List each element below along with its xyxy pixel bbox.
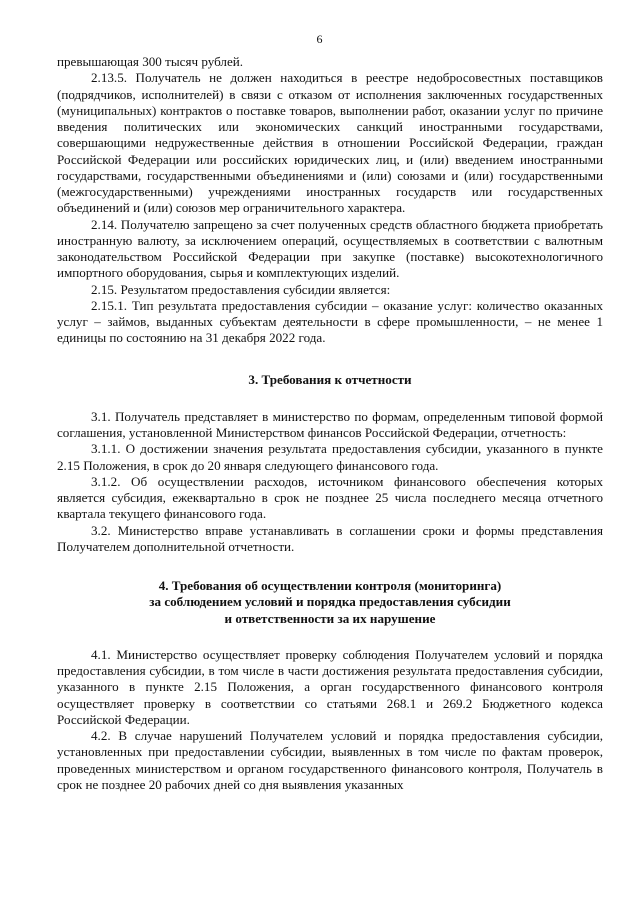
section-4-heading	[57, 578, 603, 627]
paragraph-2-15: 2.15. Результатом предоставления субсидии является:	[91, 281, 391, 297]
paragraph-3-1-2: 3.1.2. Об осуществлении расходов, источником финансового обеспечения которых является субсидия, ежеквартально в срок не позднее 25 числа последнего месяца отчетного квартала текущего финансового года.	[57, 473, 603, 522]
section-3-heading: 3. Требования к отчетности	[248, 371, 412, 387]
paragraph-2-13-5: 2.13.5. Получатель не должен находиться в реестре недобросовестных поставщиков (подрядчиков, исполнителей) в связи с отказом от исполнения заключенных государственных (муниципальных) контрактов о поставке товаров, выполнении работ, оказании услуг по причине введения политических или экономических санкций иностранными государствами, совершающими недружественные действия в отношении Российской Федерации, граждан Российской Федерации или российских юридических лиц, и (или) введением иностранными государствами, государственными объединениями и (или) союзами и (или) государственными (межгосударственными) учреждениями иностранных государств или государственных объединений и (или) союзов мер ограничительного характера.	[57, 70, 603, 216]
paragraph-4-2: 4.2. В случае нарушений Получателем условий и порядка предоставления субсидии, установленных при предоставлении субсидии, выявленных в том числе по фактам проверок, проведенных министерством и органом государственного финансового контроля, Получатель в срок не позднее 20 рабочих дней со дня выявления указанных	[57, 728, 603, 792]
paragraph-3-1-1: 3.1.1. О достижении значения результата предоставления субсидии, указанного в пункте 2.15 Положения, в срок до 20 января следующего финансового года.	[57, 441, 603, 473]
section-4-heading-line: и ответственности за их нарушение	[224, 610, 436, 626]
paragraph-4-1: 4.1. Министерство осуществляет проверку соблюдения Получателем условий и порядка предоставления субсидии, в том числе в части достижения результата предоставления субсидии, указанного в пункте 2.15 Положения, а орган государственного финансового контроля осуществляет проверку в соответствии со статьями 268.1 и 269.2 Бюджетного кодекса Российской Федерации.	[57, 646, 603, 727]
paragraph-3-1: 3.1. Получатель представляет в министерство по формам, определенным типовой формой соглашения, установленной Министерством финансов Российской Федерации, отчетность:	[57, 408, 603, 440]
section-4-heading-line: за соблюдением условий и порядка предоставления субсидии	[149, 594, 511, 610]
paragraph-continuation: превышающая 300 тысяч рублей.	[57, 54, 244, 69]
paragraph-2-15-1: 2.15.1. Тип результата предоставления субсидии – оказание услуг: количество оказанных услуг – займов, выданных субъектам деятельности в сфере промышленности, – не менее 1 единицы по состоянию на 31 декабря 2022 года.	[57, 297, 603, 346]
paragraph-3-2: 3.2. Министерство вправе устанавливать в соглашении сроки и формы представления Получателем дополнительной отчетности.	[57, 522, 603, 554]
document-body	[57, 54, 603, 793]
section-4-heading-line: 4. Требования об осуществлении контроля (мониторинга)	[158, 578, 502, 593]
paragraph-2-14: 2.14. Получателю запрещено за счет полученных средств областного бюджета приобретать иностранную валюту, за исключением операций, осуществляемых в соответствии с валютным законодательством Российской Федерации при закупке (поставке) высокотехнологичного импортного оборудования, сырья и комплектующих изделий.	[57, 216, 603, 281]
page-number: 6	[316, 32, 323, 46]
